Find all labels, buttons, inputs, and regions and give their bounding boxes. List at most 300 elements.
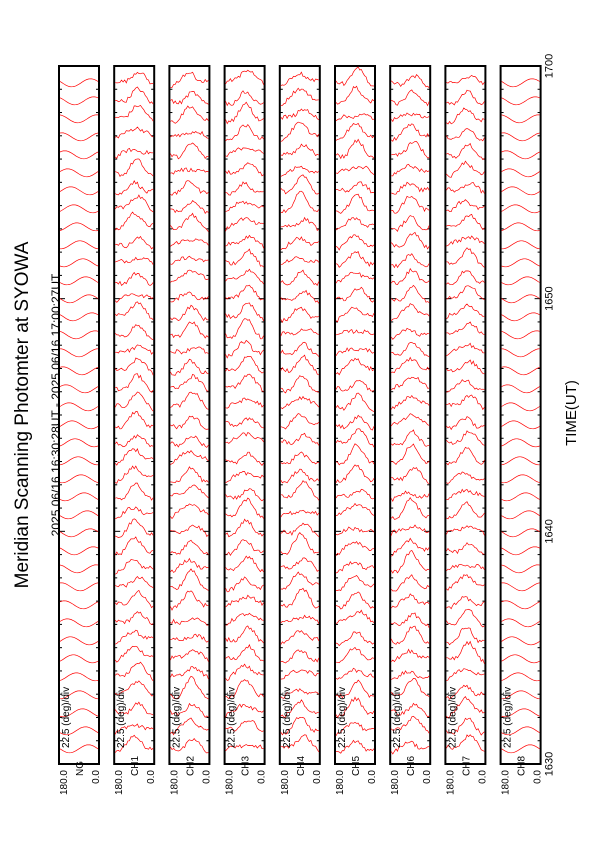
- scan-trace: [170, 72, 208, 87]
- scan-trace: [281, 414, 319, 430]
- scan-trace: [115, 72, 153, 84]
- scan-trace: [226, 163, 264, 176]
- scan-trace: [170, 292, 208, 302]
- scan-trace: [170, 359, 208, 375]
- y-bottom-label: 0.0: [201, 770, 213, 784]
- scan-trace: [391, 575, 429, 591]
- scan-trace: [281, 433, 319, 445]
- scan-trace: [446, 472, 484, 484]
- scan-trace: [336, 489, 374, 499]
- scan-trace: [115, 374, 153, 393]
- scan-trace: [170, 305, 208, 320]
- scan-trace: [281, 191, 319, 212]
- scan-trace: [502, 295, 540, 303]
- scan-trace: [446, 564, 484, 570]
- scan-trace: [170, 540, 208, 555]
- scan-trace: [226, 285, 264, 300]
- scan-trace: [226, 519, 264, 537]
- panel-frame-ch5: [335, 66, 375, 764]
- scan-trace: [391, 343, 429, 357]
- scan-trace: [60, 565, 98, 573]
- scan-trace: [502, 349, 540, 357]
- scan-trace: [115, 273, 153, 286]
- scan-trace: [115, 662, 153, 681]
- scan-trace: [502, 241, 540, 249]
- scan-trace: [391, 196, 429, 213]
- scan-trace: [60, 493, 98, 501]
- scan-trace: [60, 385, 98, 393]
- scan-trace: [446, 380, 484, 393]
- scan-trace: [226, 664, 264, 680]
- scan-trace: [115, 483, 153, 500]
- traces-ch5: [336, 67, 374, 753]
- scan-trace: [226, 201, 264, 211]
- scan-trace: [502, 457, 540, 465]
- scan-trace: [170, 347, 208, 354]
- scan-trace: [281, 558, 319, 571]
- scan-trace: [336, 576, 374, 591]
- scan-trace: [170, 374, 208, 391]
- scan-trace: [115, 449, 153, 465]
- scan-trace: [502, 637, 540, 645]
- scan-trace: [115, 294, 153, 303]
- x-tick-label: 1700: [543, 53, 556, 79]
- scan-trace: [502, 313, 540, 321]
- scan-trace: [391, 216, 429, 232]
- scan-trace: [391, 594, 429, 608]
- scan-trace: [170, 451, 208, 465]
- scan-trace: [281, 144, 319, 155]
- scan-trace: [170, 504, 208, 519]
- scan-trace: [391, 525, 429, 536]
- scan-trace: [446, 161, 484, 177]
- scan-trace: [60, 97, 98, 105]
- scan-trace: [336, 194, 374, 213]
- y-bottom-label: 0.0: [422, 770, 434, 784]
- scan-trace: [336, 592, 374, 609]
- scan-trace: [336, 348, 374, 356]
- scan-trace: [60, 421, 98, 429]
- scan-trace: [115, 127, 153, 138]
- channel-label: CH2: [185, 755, 197, 776]
- y-top-label: 180.0: [390, 770, 402, 796]
- y-bottom-label: 0.0: [146, 770, 158, 784]
- scan-trace: [115, 87, 153, 104]
- scan-trace: [336, 504, 374, 516]
- scan-trace: [281, 218, 319, 231]
- scan-trace: [336, 393, 374, 412]
- channel-label: CH6: [406, 755, 418, 776]
- scan-trace: [336, 235, 374, 250]
- scan-trace: [226, 269, 264, 284]
- scan-trace: [170, 239, 208, 247]
- scan-trace: [502, 565, 540, 573]
- scan-trace: [60, 277, 98, 285]
- scan-trace: [115, 345, 153, 354]
- scan-trace: [391, 613, 429, 628]
- scan-trace: [170, 634, 208, 642]
- traces-ch6: [391, 75, 429, 754]
- scan-trace: [115, 159, 153, 176]
- scan-trace: [60, 223, 98, 231]
- scan-trace: [170, 143, 208, 159]
- scan-trace: [115, 237, 153, 249]
- scan-trace: [446, 609, 484, 627]
- scan-trace: [391, 124, 429, 142]
- scan-trace: [446, 144, 484, 160]
- panel-scale-label: 22.5 (deg)/div: [392, 686, 404, 748]
- scan-trace: [502, 439, 540, 447]
- channel-label: CH4: [295, 755, 307, 776]
- scan-trace: [170, 569, 208, 591]
- scan-trace: [226, 356, 264, 373]
- panel-scale-label: 22.5 (deg)/div: [447, 686, 459, 748]
- scan-trace: [60, 133, 98, 141]
- channel-label: NG: [75, 761, 86, 776]
- scan-trace: [170, 213, 208, 231]
- scan-trace: [226, 418, 264, 428]
- scan-trace: [502, 367, 540, 375]
- scan-trace: [391, 142, 429, 158]
- chart-frame-layer: [59, 66, 541, 764]
- scan-trace: [281, 469, 319, 483]
- scan-trace: [391, 90, 429, 106]
- scan-trace: [446, 431, 484, 445]
- scan-trace: [60, 457, 98, 465]
- channel-label: CH1: [130, 755, 142, 776]
- scan-trace: [336, 444, 374, 465]
- panel-frame-ch8: [501, 66, 541, 764]
- scan-trace: [281, 452, 319, 464]
- scan-trace: [281, 615, 319, 624]
- scan-trace: [170, 392, 208, 409]
- scan-trace: [336, 668, 374, 679]
- scan-trace: [281, 510, 319, 517]
- scan-trace: [281, 670, 319, 679]
- scan-trace: [336, 114, 374, 121]
- scan-trace: [336, 166, 374, 175]
- scan-trace: [60, 367, 98, 375]
- scan-trace: [446, 489, 484, 499]
- channel-label: CH8: [516, 755, 528, 776]
- scan-trace: [391, 498, 429, 520]
- scan-trace: [170, 201, 208, 214]
- scan-trace: [115, 466, 153, 483]
- scan-trace: [60, 511, 98, 519]
- scan-trace: [281, 122, 319, 141]
- traces-ch3: [226, 70, 264, 751]
- scan-trace: [502, 259, 540, 267]
- scan-trace: [115, 392, 153, 411]
- x-tick-label: 1650: [543, 286, 556, 311]
- scan-trace: [60, 79, 98, 87]
- scan-trace: [502, 421, 540, 429]
- scan-trace: [391, 182, 429, 194]
- scan-trace: [115, 646, 153, 662]
- scan-trace: [226, 125, 264, 141]
- scan-trace: [391, 414, 429, 426]
- scan-trace: [446, 543, 484, 555]
- scan-trace: [502, 79, 540, 87]
- scan-trace: [336, 610, 374, 623]
- channel-label: CH5: [351, 755, 362, 776]
- scan-trace: [281, 631, 319, 645]
- scan-trace: [170, 467, 208, 483]
- scan-trace: [226, 374, 264, 391]
- scan-trace: [226, 319, 264, 339]
- traces-ch7: [446, 75, 484, 751]
- scan-trace: [336, 139, 374, 158]
- scan-trace: [446, 669, 484, 681]
- chart-text-layer: [12, 54, 580, 795]
- scan-trace: [115, 519, 153, 538]
- scan-trace: [170, 416, 208, 429]
- scan-trace: [281, 270, 319, 285]
- scan-trace: [226, 433, 264, 444]
- scan-trace: [60, 403, 98, 411]
- scan-trace: [336, 67, 374, 86]
- y-top-label: 180.0: [279, 770, 291, 796]
- scan-trace: [60, 331, 98, 339]
- scan-trace: [336, 307, 374, 322]
- scan-trace: [502, 115, 540, 123]
- traces-ch2: [170, 72, 208, 753]
- y-bottom-label: 0.0: [311, 770, 323, 784]
- scan-trace: [391, 75, 429, 88]
- scan-trace: [336, 542, 374, 556]
- scan-trace: [446, 129, 484, 141]
- scan-trace: [60, 655, 98, 663]
- y-top-label: 180.0: [500, 770, 512, 796]
- panel-frame-ng: [59, 66, 99, 764]
- scan-trace: [281, 109, 319, 120]
- scan-trace: [170, 525, 208, 537]
- scan-trace: [446, 248, 484, 267]
- scan-trace: [391, 396, 429, 410]
- scan-trace: [115, 212, 153, 230]
- scan-trace: [281, 72, 319, 85]
- scan-trace: [336, 287, 374, 302]
- scan-trace: [336, 380, 374, 391]
- scan-trace: [170, 181, 208, 196]
- y-top-label: 180.0: [224, 770, 236, 796]
- scan-trace: [170, 168, 208, 174]
- scan-trace: [502, 331, 540, 339]
- scan-trace: [226, 471, 264, 483]
- panel-scale-label: 22.5 (deg)/div: [171, 686, 183, 748]
- chart-trace-layer: [60, 67, 540, 754]
- scan-trace: [170, 106, 208, 123]
- scan-trace: [502, 619, 540, 627]
- y-top-label: 180.0: [335, 770, 346, 796]
- scan-trace: [446, 502, 484, 519]
- scan-trace: [170, 132, 208, 139]
- scan-trace: [60, 187, 98, 195]
- y-top-label: 180.0: [114, 770, 126, 796]
- scan-trace: [281, 307, 319, 322]
- y-top-label: 180.0: [445, 770, 457, 796]
- scan-trace: [391, 269, 429, 285]
- scan-trace: [226, 340, 264, 358]
- scan-trace: [226, 577, 264, 592]
- panel-frame-ch4: [280, 66, 320, 764]
- scan-trace: [281, 290, 319, 303]
- scan-trace: [281, 355, 319, 375]
- scan-trace: [502, 151, 540, 159]
- scan-trace: [391, 671, 429, 680]
- scan-trace: [115, 590, 153, 607]
- scan-trace: [336, 415, 374, 430]
- scan-trace: [170, 270, 208, 282]
- scan-trace: [115, 560, 153, 575]
- scan-trace: [281, 523, 319, 537]
- scan-trace: [391, 254, 429, 268]
- scan-trace: [170, 618, 208, 625]
- panel-scale-label: 22.5 (deg)/div: [281, 686, 293, 748]
- scan-trace: [446, 183, 484, 194]
- scan-trace: [226, 540, 264, 556]
- scan-trace: [60, 151, 98, 159]
- scan-trace: [502, 673, 540, 681]
- scan-trace: [226, 645, 264, 661]
- panel-scale-label: 22.5 (deg)/div: [116, 686, 128, 748]
- scan-trace: [502, 223, 540, 231]
- scan-trace: [115, 507, 153, 519]
- y-top-label: 180.0: [59, 770, 70, 796]
- scan-trace: [502, 529, 540, 537]
- scan-trace: [226, 595, 264, 607]
- scan-trace: [336, 218, 374, 231]
- scan-trace: [446, 526, 484, 536]
- x-tick-label: 1640: [543, 519, 556, 544]
- scan-trace: [446, 343, 484, 356]
- scan-trace: [281, 342, 319, 356]
- y-bottom-label: 0.0: [367, 770, 378, 784]
- scan-trace: [336, 465, 374, 483]
- scan-trace: [446, 304, 484, 319]
- scan-trace: [170, 436, 208, 447]
- scan-trace: [391, 377, 429, 390]
- scan-trace: [170, 667, 208, 679]
- scan-trace: [391, 538, 429, 556]
- scan-trace: [170, 92, 208, 105]
- channel-label: CH3: [240, 755, 252, 776]
- scan-trace: [446, 575, 484, 591]
- scan-trace: [446, 322, 484, 335]
- scan-trace: [170, 485, 208, 498]
- scan-trace: [502, 187, 540, 195]
- scan-trace: [226, 452, 264, 465]
- scan-trace: [502, 511, 540, 519]
- scan-trace: [336, 358, 374, 374]
- scan-trace: [391, 328, 429, 339]
- scan-trace: [446, 447, 484, 464]
- scan-trace: [60, 313, 98, 321]
- scan-trace: [226, 489, 264, 501]
- scan-trace: [60, 475, 98, 483]
- panel-scale-label: 22.5 (deg)/div: [61, 686, 72, 748]
- scan-trace: [60, 583, 98, 591]
- scan-trace: [281, 166, 319, 176]
- scan-trace: [336, 272, 374, 283]
- scan-trace: [502, 475, 540, 483]
- scan-trace: [60, 205, 98, 213]
- scan-trace: [60, 673, 98, 681]
- scan-trace: [115, 612, 153, 625]
- scan-trace: [391, 550, 429, 573]
- scan-trace: [281, 481, 319, 501]
- panel-scale-label: 22.5 (deg)/div: [337, 686, 348, 748]
- chart-title: Meridian Scanning Photomter at SYOWA: [12, 241, 33, 589]
- scan-trace: [226, 235, 264, 248]
- scan-trace: [115, 325, 153, 340]
- y-top-label: 180.0: [169, 770, 181, 796]
- scan-trace: [60, 241, 98, 249]
- scan-trace: [446, 628, 484, 645]
- scan-trace: [60, 295, 98, 303]
- scan-trace: [391, 649, 429, 661]
- panel-scale-label: 22.5 (deg)/div: [502, 686, 514, 748]
- scan-trace: [226, 249, 264, 267]
- scan-trace: [502, 583, 540, 591]
- scan-trace: [502, 493, 540, 501]
- scan-trace: [60, 601, 98, 609]
- scan-trace: [226, 218, 264, 232]
- scan-trace: [391, 304, 429, 321]
- scan-trace: [336, 123, 374, 140]
- scan-trace: [170, 322, 208, 338]
- scan-trace: [391, 491, 429, 501]
- scan-trace: [115, 577, 153, 588]
- scan-trace: [226, 613, 264, 625]
- scan-trace: [281, 257, 319, 265]
- y-bottom-label: 0.0: [256, 770, 268, 784]
- scan-trace: [60, 637, 98, 645]
- scan-trace: [60, 259, 98, 267]
- scan-trace: [115, 181, 153, 195]
- scan-trace: [281, 572, 319, 589]
- scan-trace: [281, 533, 319, 555]
- channel-label: CH7: [461, 755, 473, 776]
- scan-trace: [60, 439, 98, 447]
- scan-trace: [115, 537, 153, 555]
- scan-trace: [446, 214, 484, 229]
- scan-trace: [60, 619, 98, 627]
- scan-trace: [391, 626, 429, 644]
- scan-trace: [502, 403, 540, 411]
- scan-trace: [391, 113, 429, 121]
- scan-trace: [502, 133, 540, 141]
- scan-trace: [226, 626, 264, 643]
- scan-trace: [391, 164, 429, 176]
- scan-trace: [115, 195, 153, 212]
- scan-trace: [226, 91, 264, 106]
- scan-trace: [115, 302, 153, 320]
- scan-trace: [446, 271, 484, 285]
- scan-trace: [115, 148, 153, 158]
- scan-trace: [226, 498, 264, 519]
- scan-trace: [60, 169, 98, 177]
- scan-trace: [391, 232, 429, 249]
- y-bottom-label: 0.0: [477, 770, 489, 784]
- scan-trace: [281, 397, 319, 409]
- scan-trace: [226, 556, 264, 572]
- scan-trace: [115, 257, 153, 264]
- scan-trace: [391, 358, 429, 373]
- scan-trace: [502, 601, 540, 609]
- scan-trace: [60, 115, 98, 123]
- scan-trace: [502, 277, 540, 285]
